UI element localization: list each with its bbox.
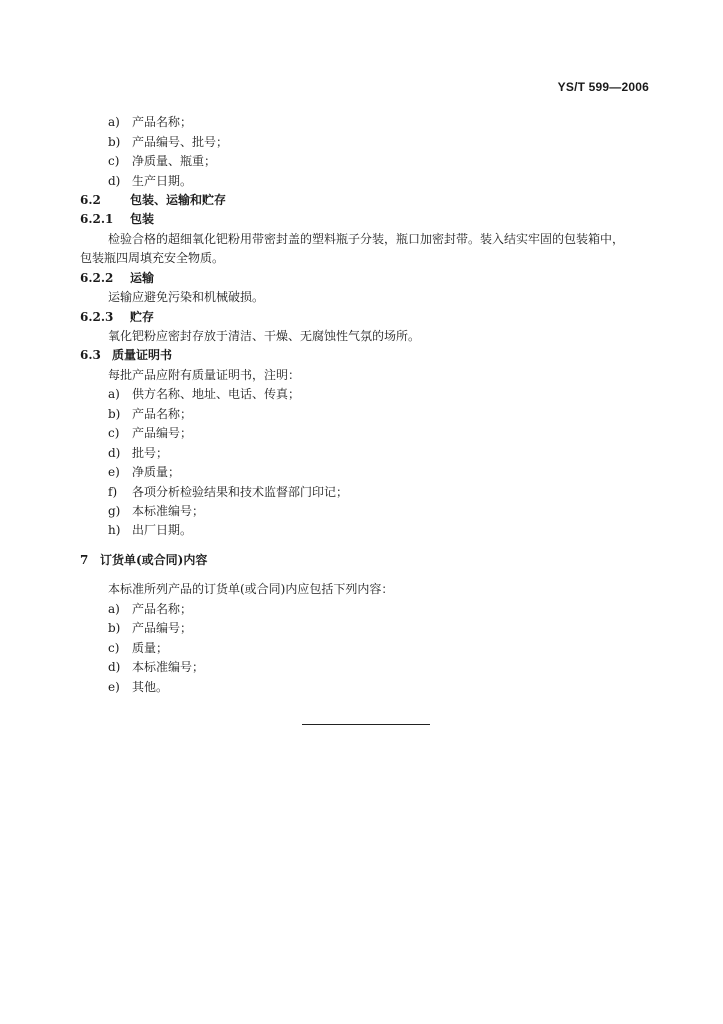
list-mark: f) <box>108 485 118 499</box>
list-item: 本标准编号； <box>132 660 205 674</box>
list-item: 产品名称； <box>132 115 193 129</box>
list-mark: d) <box>108 446 121 460</box>
list-item: 产品编号； <box>132 621 193 635</box>
section-number: 7 <box>80 553 89 567</box>
list-mark: c) <box>108 154 120 168</box>
list-item: 质量； <box>132 641 169 655</box>
list-mark: b) <box>108 407 121 421</box>
list-mark: c) <box>108 426 120 440</box>
list-item: 各项分析检验结果和技术监督部门印记； <box>132 485 349 499</box>
list-item: 其他。 <box>132 680 169 694</box>
list-item: 产品编号； <box>132 426 193 440</box>
list-mark: a) <box>108 602 120 616</box>
list-mark: b) <box>108 621 121 635</box>
section-number: 6.2.3 <box>80 310 114 324</box>
paragraph-text: 本标准所列产品的订货单(或合同)内应包括下列内容： <box>108 582 394 596</box>
section-title: 运输 <box>130 271 155 285</box>
list-item: 产品名称； <box>132 602 193 616</box>
standard-code-header: YS/T 599—2006 <box>557 80 649 94</box>
list-item: 本标准编号； <box>132 504 205 518</box>
list-item: 净质量、瓶重； <box>132 154 217 168</box>
section-title: 贮存 <box>130 310 155 324</box>
list-mark: a) <box>108 387 120 401</box>
list-mark: c) <box>108 641 120 655</box>
list-mark: g) <box>108 504 121 518</box>
list-mark: d) <box>108 660 121 674</box>
paragraph-text: 运输应避免污染和机械破损。 <box>108 290 265 304</box>
list-item: 供方名称、地址、电话、传真； <box>132 387 301 401</box>
section-number: 6.2.2 <box>80 271 114 285</box>
list-item: 产品名称； <box>132 407 193 421</box>
section-title: 包装、运输和贮存 <box>130 193 227 207</box>
section-number: 6.3 <box>80 348 101 362</box>
paragraph-text: 包装瓶四周填充安全物质。 <box>80 251 225 265</box>
list-mark: b) <box>108 135 121 149</box>
list-item: 生产日期。 <box>132 174 193 188</box>
paragraph-text: 氧化钯粉应密封存放于清洁、干燥、无腐蚀性气氛的场所。 <box>108 329 421 343</box>
section-title: 包装 <box>130 212 155 226</box>
paragraph-text: 检验合格的超细氧化钯粉用带密封盖的塑料瓶子分装，瓶口加密封带。装入结实牢固的包装箱中， <box>108 232 625 246</box>
list-item: 净质量； <box>132 465 181 479</box>
section-number: 6.2.1 <box>80 212 114 226</box>
list-mark: a) <box>108 115 120 129</box>
section-title: 质量证明书 <box>112 348 173 362</box>
list-mark: e) <box>108 680 120 694</box>
section-title: 订货单(或合同)内容 <box>100 553 208 567</box>
list-mark: e) <box>108 465 120 479</box>
list-mark: d) <box>108 174 121 188</box>
end-rule <box>302 724 430 725</box>
paragraph-text: 每批产品应附有质量证明书，注明： <box>108 368 301 382</box>
section-number: 6.2 <box>80 193 101 207</box>
list-item: 批号； <box>132 446 169 460</box>
list-mark: h) <box>108 523 121 537</box>
list-item: 出厂日期。 <box>132 523 193 537</box>
list-item: 产品编号、批号； <box>132 135 229 149</box>
